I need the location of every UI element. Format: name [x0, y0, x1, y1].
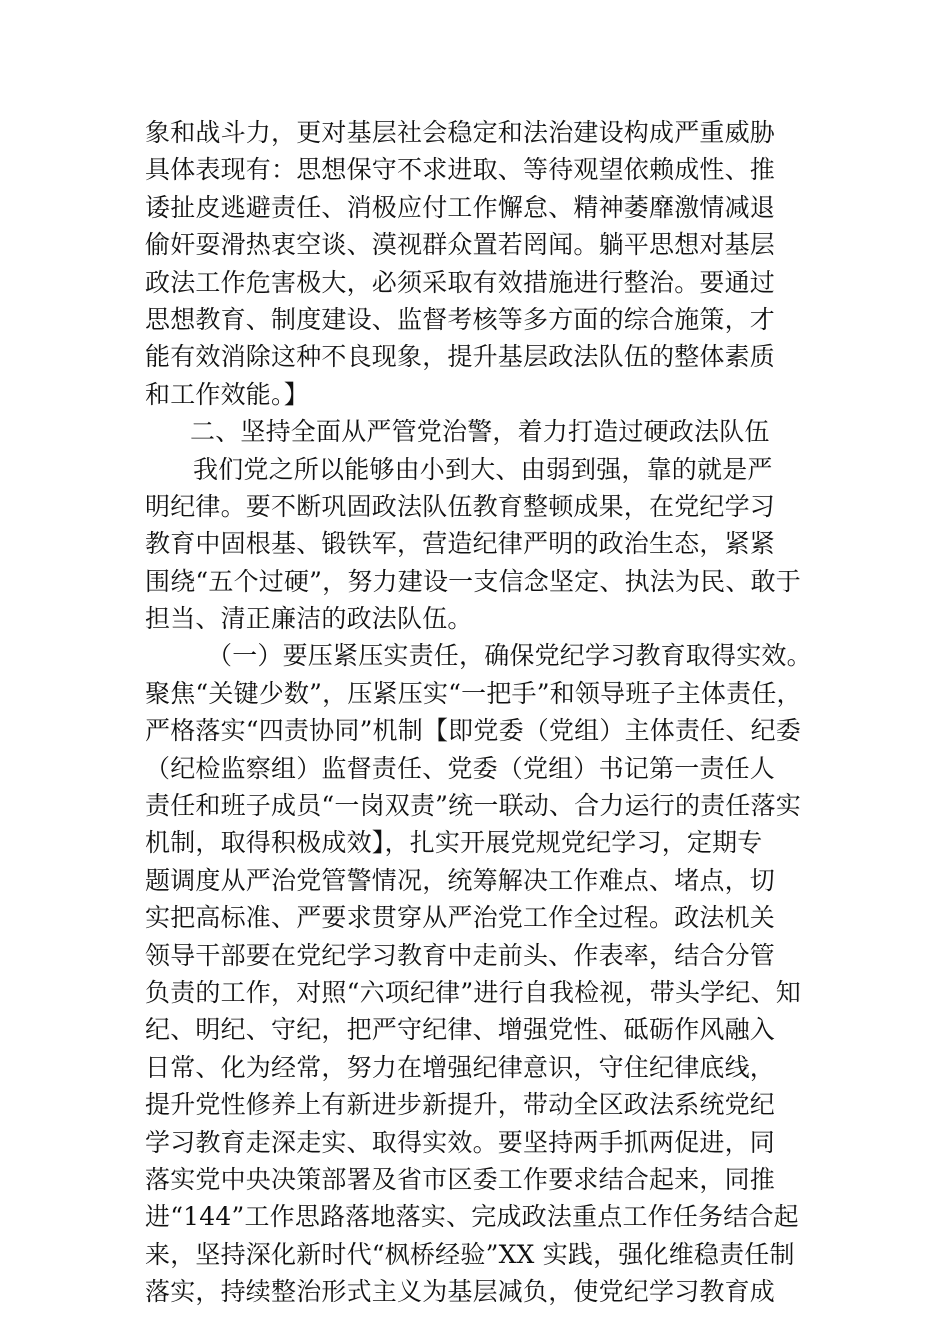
text-line: 机制，取得积极成效】，扎实开展党规党纪学习，定期专: [145, 828, 763, 858]
text-line: 担当、清正廉洁的政法队伍。: [145, 604, 473, 634]
text-line: 政法工作危害极大，必须采取有效措施进行整治。要通过: [145, 267, 776, 297]
text-line: 能有效消除这种不良现象，提升基层政法队伍的整体素质: [145, 342, 776, 372]
text-line: 纪、明纪、守纪，把严守纪律、增强党性、砥砺作风融入: [145, 1015, 776, 1045]
text-line: 思想教育、制度建设、监督考核等多方面的综合施策，才: [145, 304, 776, 334]
text-line: 领导干部要在党纪学习教育中走前头、作表率，结合分管: [145, 940, 776, 970]
text-line: 责任和班子成员“一岗双责”统一联动、合力运行的责任落实: [145, 791, 801, 821]
text-line: 和工作效能。】: [145, 379, 309, 409]
text-line: 聚焦“关键少数”，压紧压实“一把手”和领导班子主体责任，: [145, 678, 802, 708]
text-line: 严格落实“四责协同”机制【即党委（党组）主体责任、纪委: [145, 716, 801, 746]
text-line: 提升党性修养上有新进步新提升，带动全区政法系统党纪: [145, 1090, 776, 1120]
text-line: 明纪律。要不断巩固政法队伍教育整顿成果，在党纪学习: [145, 491, 776, 521]
text-line: 实把高标准、严要求贯穿从严治党工作全过程。政法机关: [145, 903, 776, 933]
subsection-heading: （一）要压紧压实责任，确保党纪学习教育取得实效。: [207, 641, 812, 671]
text-line: 日常、化为经常，努力在增强纪律意识，守住纪律底线，: [145, 1052, 776, 1082]
text-line: 来，坚持深化新时代“枫桥经验”XX 实践，强化维稳责任制: [145, 1239, 795, 1269]
text-line: 学习教育走深走实、取得实效。要坚持两手抓两促进，同: [145, 1127, 776, 1157]
text-line: （纪检监察组）监督责任、党委（党组）书记第一责任人: [145, 753, 776, 783]
text-line: 落实，持续整治形式主义为基层减负，使党纪学习教育成: [145, 1277, 776, 1307]
document-body: [145, 114, 845, 1311]
text-line: 围绕“五个过硬”，努力建设一支信念坚定、执法为民、敢于: [145, 566, 801, 596]
text-line: 负责的工作，对照“六项纪律”进行自我检视，带头学纪、知: [145, 977, 801, 1007]
text-line: 具体表现有：思想保守不求进取、等待观望依赖成性、推: [145, 155, 776, 185]
section-heading: 二、坚持全面从严管党治警，着力打造过硬政法队伍: [190, 417, 770, 447]
text-line: 偷奸耍滑热衷空谈、漠视群众置若罔闻。躺平思想对基层: [145, 230, 776, 260]
text-line: 诿扯皮逃避责任、消极应付工作懈怠、精神萎靡激情减退: [145, 192, 776, 222]
text-line: 进“144”工作思路落地落实、完成政法重点工作任务结合起: [145, 1202, 799, 1232]
text-line: 教育中固根基、锻铁军，营造纪律严明的政治生态，紧紧: [145, 529, 776, 559]
text-line: 落实党中央决策部署及省市区委工作要求结合起来，同推: [145, 1164, 776, 1194]
text-line: 题调度从严治党管警情况，统筹解决工作难点、堵点，切: [145, 865, 776, 895]
text-line: 象和战斗力，更对基层社会稳定和法治建设构成严重威胁: [145, 118, 776, 147]
paragraph-start-line: 我们党之所以能够由小到大、由弱到强，靠的就是严: [193, 454, 773, 484]
